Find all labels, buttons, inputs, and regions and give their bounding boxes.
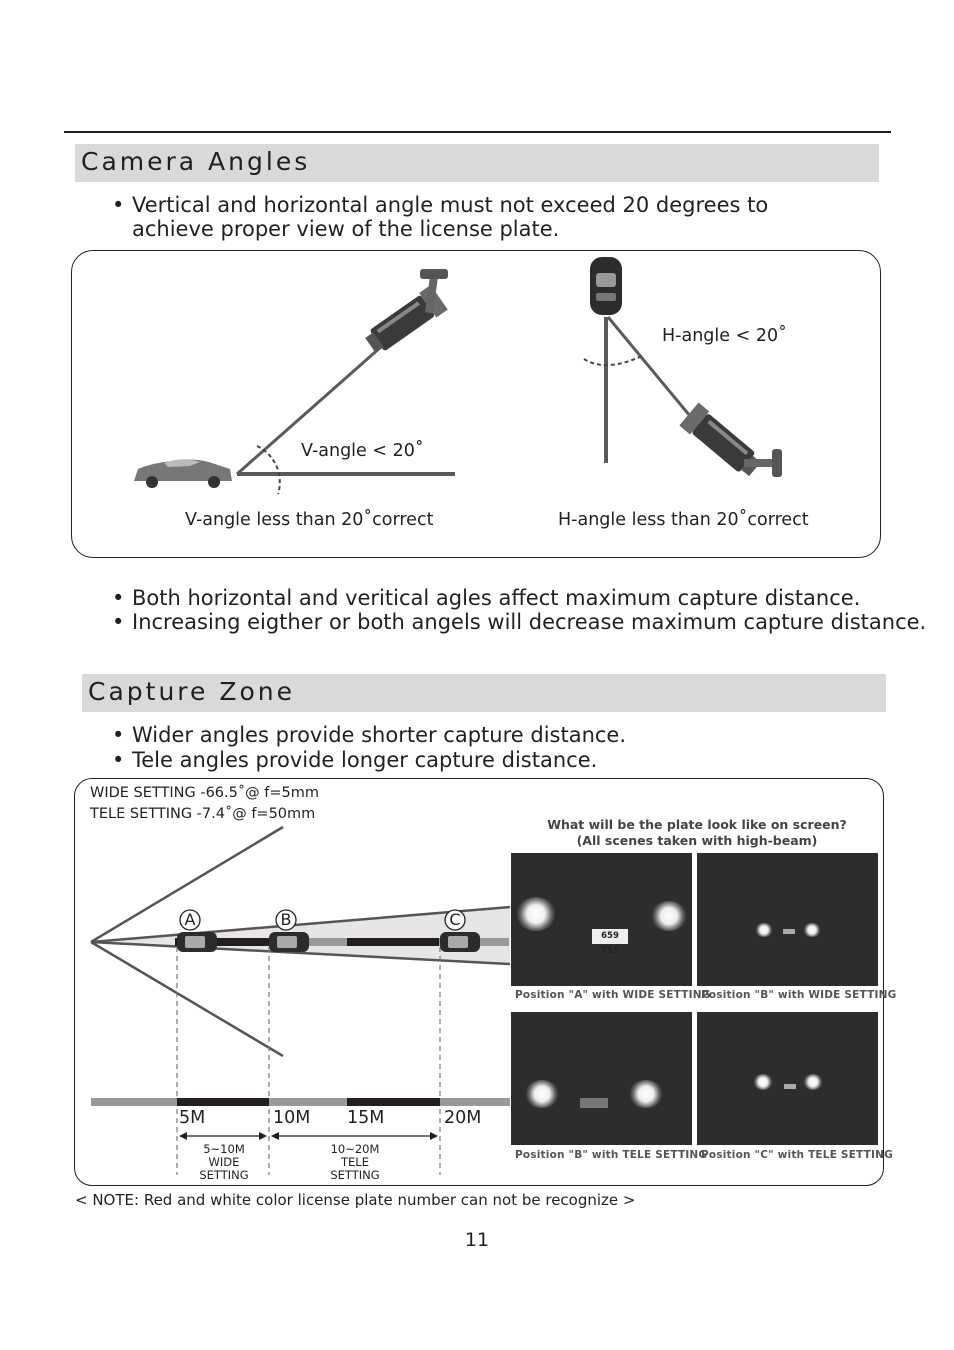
v-angle-caption: V-angle less than 20˚correct xyxy=(185,510,434,530)
headlight-glow xyxy=(803,923,821,937)
license-plate: 659 T51 xyxy=(592,929,628,944)
wide-range-arrow xyxy=(179,1132,267,1140)
bullet-line-2: achieve proper view of the license plate. xyxy=(132,217,560,241)
h-angle-arc xyxy=(584,355,644,365)
license-plate xyxy=(783,929,795,934)
capture-zone-header xyxy=(82,674,886,712)
car-icon-c xyxy=(440,932,480,952)
license-plate xyxy=(784,1084,796,1089)
position-b-label: B xyxy=(280,910,292,929)
headlight-glow xyxy=(516,897,556,931)
capture-zone-box xyxy=(74,778,897,1186)
tele-setting-label: TELE SETTING -7.4˚@ f=50mm xyxy=(90,806,316,822)
headlight-glow xyxy=(755,923,773,937)
wide-cone-lower xyxy=(91,942,283,1056)
tele-range-arrow xyxy=(271,1132,438,1140)
distance-5m: 5M xyxy=(179,1108,206,1128)
scene-b-wide xyxy=(697,853,878,986)
note-text: < NOTE: Red and white color license plate number can not be recognize > xyxy=(75,1191,636,1209)
headlight-glow xyxy=(753,1074,773,1090)
list-item: • Both horizontal and veritical agles affect maximum capture distance. xyxy=(112,586,926,610)
road-segment xyxy=(347,938,439,946)
capture-zone-title: Capture Zone xyxy=(88,677,295,706)
position-c-label: C xyxy=(449,910,461,929)
scale-segment xyxy=(177,1098,269,1106)
car-icon-a xyxy=(177,932,217,952)
license-plate xyxy=(580,1098,608,1108)
camera-angles-title: Camera Angles xyxy=(81,147,311,176)
h-angle-label: H-angle < 20˚ xyxy=(662,326,787,346)
capture-zone-list xyxy=(112,723,626,773)
scale-segment xyxy=(91,1098,177,1106)
camera-angles-header xyxy=(75,144,879,182)
side-car-icon xyxy=(134,459,232,488)
top-car-icon xyxy=(590,257,622,315)
car-icon-b xyxy=(269,932,309,952)
wide-setting-label: WIDE SETTING -66.5˚@ f=5mm xyxy=(90,785,319,801)
tele-range-label: 10~20M TELE SETTING xyxy=(330,1142,380,1182)
bullet-line-1: Vertical and horizontal angle must not exceed 20 degrees to xyxy=(132,193,769,217)
scale-segment xyxy=(269,1098,347,1106)
headlight-glow xyxy=(525,1080,559,1108)
scene-a-wide xyxy=(511,853,692,986)
headlight-glow xyxy=(629,1080,663,1108)
v-angle-label: V-angle < 20˚ xyxy=(301,441,424,461)
list-item: • Wider angles provide shorter capture distance. xyxy=(112,723,626,748)
distance-15m: 15M xyxy=(347,1108,385,1128)
scene-caption: Position "B" with WIDE SETTING xyxy=(701,989,897,1001)
scene-caption: Position "B" with TELE SETTING xyxy=(515,1149,708,1161)
angles-diagram-box xyxy=(71,250,881,558)
scene-caption: Position "C" with TELE SETTING xyxy=(701,1149,893,1161)
screen-example-title: What will be the plate look like on screen? (All scenes taken with high-beam) xyxy=(547,817,847,848)
headlight-glow xyxy=(651,901,687,931)
scene-caption: Position "A" with WIDE SETTING xyxy=(515,989,711,1001)
h-angle-caption: H-angle less than 20˚correct xyxy=(558,510,809,530)
scale-segment xyxy=(440,1098,510,1106)
scene-b-tele xyxy=(511,1012,692,1145)
camera-angles-bullet: • Vertical and horizontal angle must not exceed 20 degrees to achieve proper view of the license plate. xyxy=(112,193,769,241)
angles-effect-list xyxy=(112,586,926,634)
wide-range-label: 5~10M WIDE SETTING xyxy=(199,1142,249,1182)
position-a-label: A xyxy=(184,910,196,929)
page-number: 11 xyxy=(464,1229,490,1251)
camera-icon-h xyxy=(679,402,764,480)
list-item: • Tele angles provide longer capture distance. xyxy=(112,748,626,773)
headlight-glow xyxy=(803,1074,823,1090)
h-angle-diagram xyxy=(584,257,782,481)
list-item: • Increasing eigther or both angels will decrease maximum capture distance. xyxy=(112,610,926,634)
scale-segment xyxy=(347,1098,440,1106)
distance-10m: 10M xyxy=(273,1108,311,1128)
distance-20m: 20M xyxy=(444,1108,482,1128)
top-rule xyxy=(64,131,891,133)
scene-c-tele xyxy=(697,1012,878,1145)
